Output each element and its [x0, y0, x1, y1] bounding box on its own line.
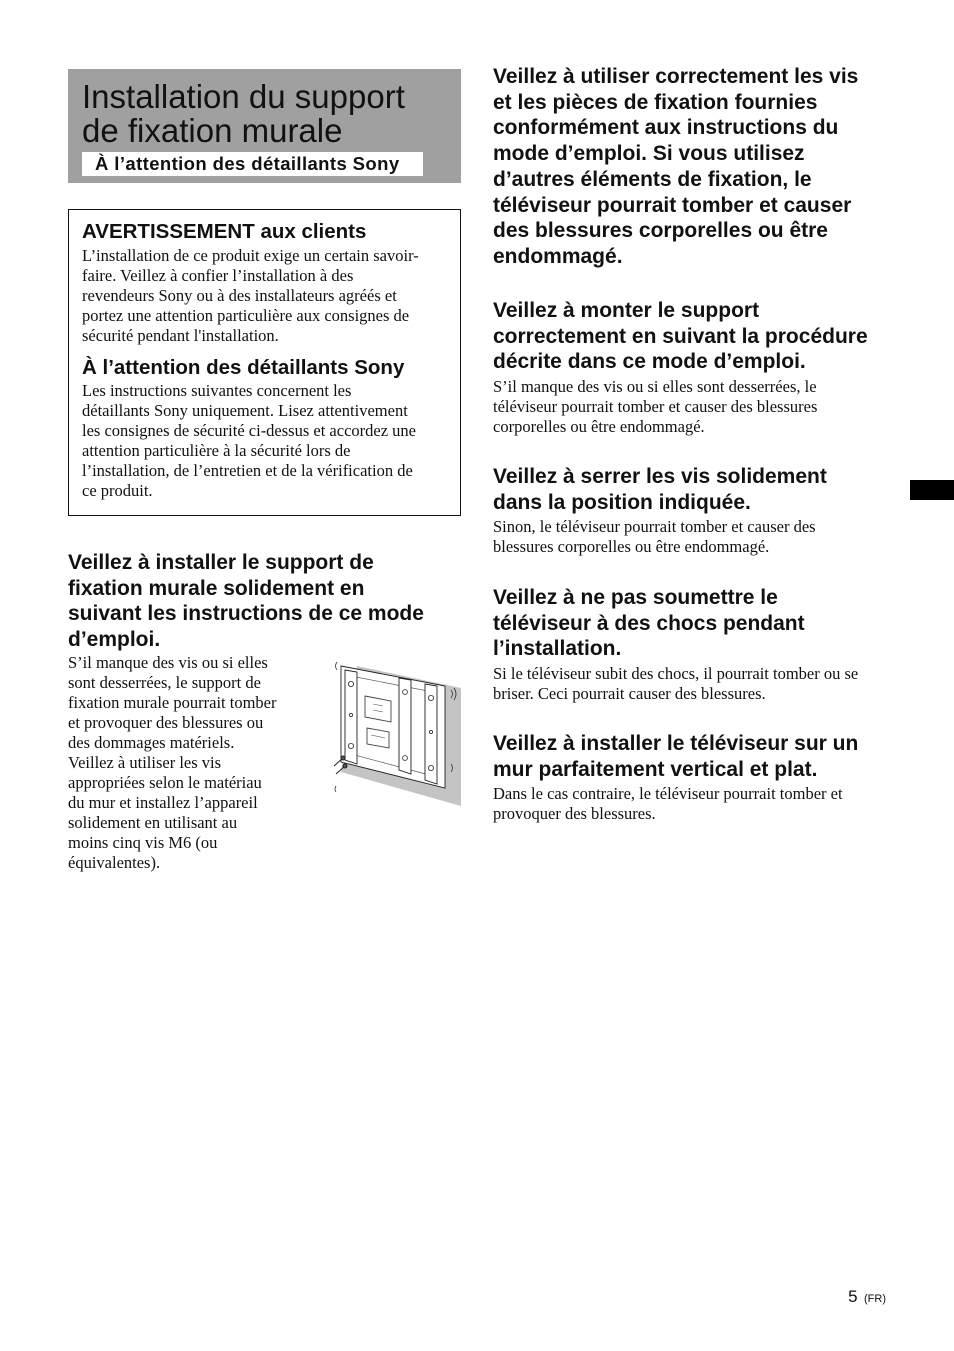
right-section-fixings	[493, 64, 886, 270]
right-section-wall	[493, 731, 886, 824]
dealers-notice-text: Les instructions suivantes concernent les détaillants Sony uniquement. Lisez attentivement les consignes de sécurité ci-dessus et accordez une attention particulière à la sécurité lors de l’installation, de l’entretien et de la vérification de ce produit.	[82, 381, 416, 500]
section-tab-marker	[910, 480, 954, 500]
shocks-text: Si le téléviseur subit des chocs, il pourrait tomber ou se briser. Ceci pourrait causer des blessures.	[493, 663, 859, 703]
wall-mount-bracket-illustration	[333, 660, 461, 806]
customers-warning-heading: AVERTISSEMENT aux clients	[82, 220, 367, 243]
screws-text: Sinon, le téléviseur pourrait tomber et causer des blessures corporelles ou être endommagé.	[493, 516, 816, 556]
dealers-notice-heading: À l’attention des détaillants Sony	[82, 356, 405, 379]
title-band	[68, 69, 461, 183]
page-number: 5	[848, 1287, 858, 1306]
right-section-shocks	[493, 585, 886, 704]
install-bracket-heading: Veillez à installer le support de fixation murale solidement en suivant les instructions de ce mode d’emploi.	[68, 551, 424, 651]
warning-box	[68, 209, 461, 516]
screws-heading: Veillez à serrer les vis solidement dans la position indiquée.	[493, 465, 827, 514]
subtitle-label	[82, 152, 423, 176]
customers-warning-text: L’installation de ce produit exige un certain savoir- faire. Veillez à confier l’installation à des revendeurs Sony ou à des installateurs agréés et portez une attention particulière aux consignes de sécurité pendant l'installation.	[82, 246, 419, 345]
install-bracket-text: S’il manque des vis ou si elles sont desserrées, le support de fixation murale pourrait tomber et provoquer des blessures ou des dommages matériels. Veillez à utiliser les vis appropriées selon le matériau du mur et installez l’appareil solidement en utilisant au moins cinq vis M6 (ou équivalentes).	[68, 653, 277, 872]
page-language: (FR)	[864, 1293, 886, 1305]
mounting-heading: Veillez à monter le support correctement en suivant la procédure décrite dans ce mode d’emploi.	[493, 299, 868, 374]
page-title: Installation du support de fixation murale	[82, 78, 405, 149]
right-section-screws	[493, 464, 886, 557]
wall-text: Dans le cas contraire, le téléviseur pourrait tomber et provoquer des blessures.	[493, 783, 843, 823]
subtitle-text: À l’attention des détaillants Sony	[95, 153, 400, 174]
wall-heading: Veillez à installer le téléviseur sur un mur parfaitement vertical et plat.	[493, 732, 859, 781]
page-footer	[848, 1287, 886, 1307]
right-section-mounting	[493, 298, 886, 437]
mounting-text: S’il manque des vis ou si elles sont desserrées, le téléviseur pourrait tomber et causer des blessures corporelles ou être endommagé.	[493, 376, 818, 436]
fixings-heading: Veillez à utiliser correctement les vis et les pièces de fixation fournies conformément aux instructions du mode d’emploi. Si vous utilisez d’autres éléments de fixation, le téléviseur pourrait tomber et causer des blessures corporelles ou être endommagé.	[493, 65, 859, 268]
shocks-heading: Veillez à ne pas soumettre le téléviseur à des chocs pendant l’installation.	[493, 586, 805, 661]
